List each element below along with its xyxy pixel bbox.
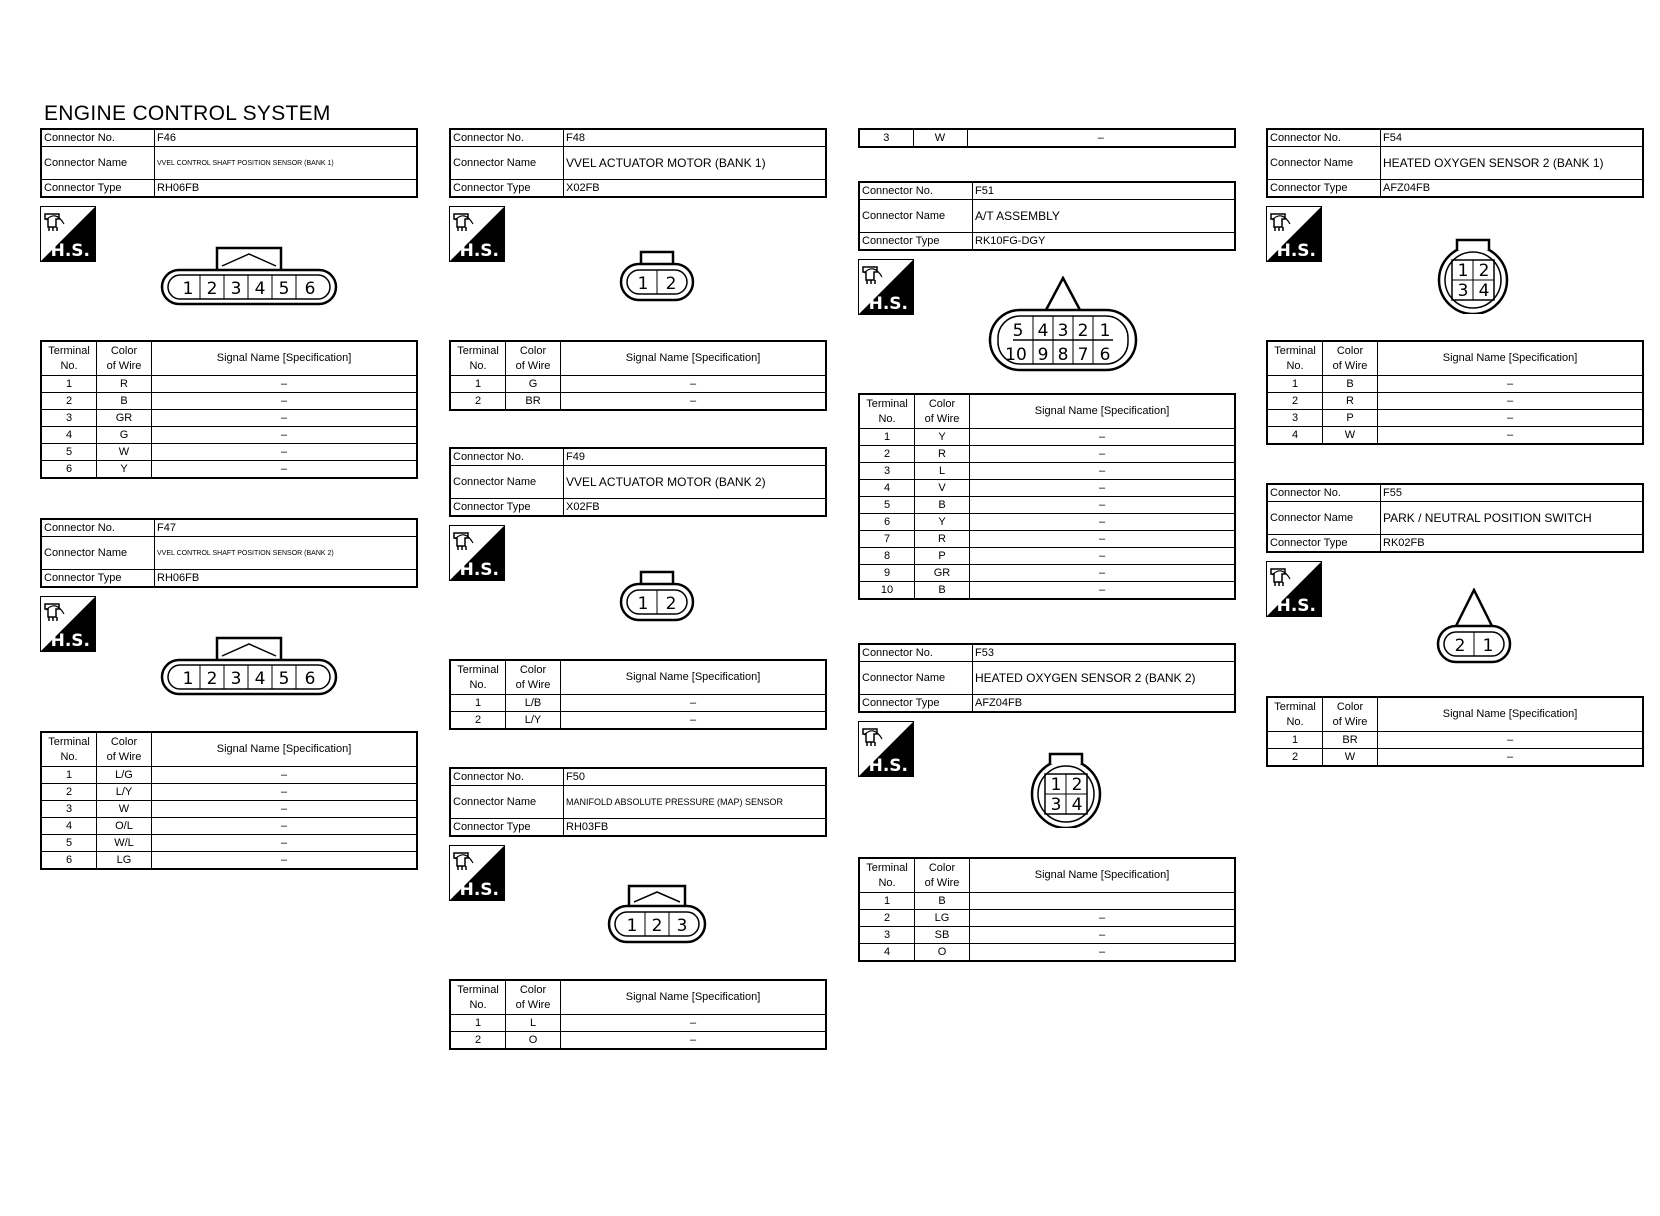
table-row: 1 Y – — [859, 429, 1235, 446]
connector-name-label: Connector Name — [41, 147, 155, 180]
pin-label: 8 — [1057, 345, 1069, 365]
hs-label: H.S. — [1276, 241, 1316, 261]
signal-name-header: Signal Name [Specification] — [1378, 697, 1644, 732]
pin-label: 1 — [1482, 636, 1494, 656]
pin-label: 2 — [651, 916, 663, 936]
pin-label: 3 — [230, 669, 242, 689]
table-row: 5 W/L – — [41, 835, 417, 852]
table-row: 6 LG – — [41, 852, 417, 870]
connector-name-label: Connector Name — [1267, 147, 1381, 180]
connector-f47-info — [40, 518, 418, 588]
table-row: 9 GR – — [859, 565, 1235, 582]
pin-label: 5 — [1012, 321, 1024, 341]
connector-type-label: Connector Type — [41, 180, 155, 198]
table-row: 3 L – — [859, 463, 1235, 480]
connector-f50-terminals-continued — [858, 128, 1236, 148]
connector-f55-info — [1266, 483, 1644, 553]
connector-f53-info — [858, 643, 1236, 713]
pin-label: 2 — [206, 279, 218, 299]
connector-name-label: Connector Name — [450, 147, 564, 180]
connector-no-value: F47 — [155, 519, 418, 537]
connector-type-label: Connector Type — [450, 499, 564, 517]
connector-name-value: VVEL CONTROL SHAFT POSITION SENSOR (BANK 1) — [155, 147, 418, 180]
terminal-table — [858, 128, 1236, 148]
table-row: 6 Y – — [41, 461, 417, 479]
connector-no-label: Connector No. — [859, 644, 973, 662]
pin-label: 2 — [1454, 636, 1466, 656]
connector-type-label: Connector Type — [41, 570, 155, 588]
connector-f54-info — [1266, 128, 1644, 198]
connector-type-label: Connector Type — [1267, 180, 1381, 198]
table-row: 4 G – — [41, 427, 417, 444]
connector-no-value: F46 — [155, 129, 418, 147]
color-of-wire-header: Color of Wire — [506, 660, 561, 695]
connector-type-value: RK02FB — [1381, 535, 1644, 553]
pin-label: 2 — [1478, 261, 1490, 281]
connector-f53-diagram — [1026, 752, 1106, 828]
connector-name-value: A/T ASSEMBLY — [973, 200, 1236, 233]
connector-no-label: Connector No. — [41, 129, 155, 147]
table-row: 2 LG – — [859, 910, 1235, 927]
pin-label: 5 — [278, 279, 290, 299]
table-row: 2 R – — [859, 446, 1235, 463]
connector-type-value: AFZ04FB — [1381, 180, 1644, 198]
signal-name-header: Signal Name [Specification] — [970, 858, 1236, 893]
connector-type-value: X02FB — [564, 180, 827, 198]
pin-label: 1 — [637, 274, 649, 294]
signal-name-header: Signal Name [Specification] — [970, 394, 1236, 429]
terminal-table — [1266, 340, 1644, 445]
color-of-wire-header: Color of Wire — [97, 341, 152, 376]
terminal-no-header: Terminal No. — [1267, 341, 1323, 376]
connector-f46-terminals — [40, 340, 418, 479]
harness-side-icon — [858, 721, 914, 777]
terminal-table — [858, 393, 1236, 600]
color-of-wire-header: Color of Wire — [506, 980, 561, 1015]
hs-label: H.S. — [459, 880, 499, 900]
pin-label: 3 — [676, 916, 688, 936]
pin-label: 2 — [665, 274, 677, 294]
connector-f53-block — [858, 643, 1236, 713]
terminal-no-header: Terminal No. — [41, 341, 97, 376]
pin-label: 4 — [254, 279, 266, 299]
hs-label: H.S. — [1276, 596, 1316, 616]
connector-name-value: HEATED OXYGEN SENSOR 2 (BANK 1) — [1381, 147, 1644, 180]
table-row: 4 O – — [859, 944, 1235, 962]
connector-f49-block — [449, 447, 827, 517]
terminal-table — [40, 340, 418, 479]
pin-label: 6 — [304, 279, 316, 299]
pin-label: 7 — [1077, 345, 1089, 365]
table-row: 7 R – — [859, 531, 1235, 548]
terminal-no-header: Terminal No. — [859, 394, 915, 429]
table-row: 3 W – — [859, 129, 1235, 147]
connector-f48-terminals — [449, 340, 827, 411]
harness-side-icon — [1266, 206, 1322, 262]
connector-f54-diagram — [1433, 238, 1513, 314]
table-row: 1 B – — [1267, 376, 1643, 393]
hs-label: H.S. — [459, 241, 499, 261]
terminal-no-header: Terminal No. — [450, 660, 506, 695]
color-of-wire-header: Color of Wire — [1323, 341, 1378, 376]
connector-f50-terminals — [449, 979, 827, 1050]
connector-f54-block — [1266, 128, 1644, 198]
connector-f46-block — [40, 128, 418, 198]
connector-name-label: Connector Name — [1267, 502, 1381, 535]
connector-no-value: F48 — [564, 129, 827, 147]
hs-label: H.S. — [459, 560, 499, 580]
signal-name-header: Signal Name [Specification] — [152, 341, 418, 376]
hs-label: H.S. — [50, 241, 90, 261]
connector-f50-diagram — [607, 884, 707, 944]
connector-f55-block — [1266, 483, 1644, 553]
table-row: 5 W – — [41, 444, 417, 461]
connector-type-label: Connector Type — [450, 819, 564, 837]
table-row: 10 B – — [859, 582, 1235, 600]
pin-label: 1 — [182, 279, 194, 299]
connector-f51-block — [858, 181, 1236, 251]
connector-no-label: Connector No. — [450, 129, 564, 147]
connector-f48-diagram — [619, 250, 695, 302]
terminal-no-header: Terminal No. — [859, 858, 915, 893]
harness-side-icon — [449, 845, 505, 901]
connector-type-label: Connector Type — [859, 233, 973, 251]
connector-name-label: Connector Name — [859, 200, 973, 233]
connector-f46-diagram — [160, 244, 338, 308]
connector-no-label: Connector No. — [1267, 129, 1381, 147]
table-row: 2 R – — [1267, 393, 1643, 410]
connector-name-value: PARK / NEUTRAL POSITION SWITCH — [1381, 502, 1644, 535]
connector-type-value: AFZ04FB — [973, 695, 1236, 713]
pin-label: 4 — [1071, 795, 1083, 815]
page-title: ENGINE CONTROL SYSTEM — [44, 102, 331, 125]
pin-label: 1 — [182, 669, 194, 689]
connector-f49-diagram — [619, 570, 695, 622]
terminal-table — [40, 731, 418, 870]
table-row: 2 BR – — [450, 393, 826, 411]
connector-f51-info — [858, 181, 1236, 251]
connector-name-value: VVEL ACTUATOR MOTOR (BANK 2) — [564, 466, 827, 499]
connector-no-value: F55 — [1381, 484, 1644, 502]
harness-side-icon — [1266, 561, 1322, 617]
connector-no-value: F51 — [973, 182, 1236, 200]
pin-label: 4 — [254, 669, 266, 689]
connector-f48-block — [449, 128, 827, 198]
pin-label: 3 — [1050, 795, 1062, 815]
color-of-wire-header: Color of Wire — [1323, 697, 1378, 732]
signal-name-header: Signal Name [Specification] — [561, 980, 827, 1015]
pin-label: 1 — [1050, 775, 1062, 795]
signal-name-header: Signal Name [Specification] — [152, 732, 418, 767]
connector-name-label: Connector Name — [450, 466, 564, 499]
table-row: 2 O – — [450, 1032, 826, 1050]
connector-no-value: F50 — [564, 768, 827, 786]
connector-f51-terminals — [858, 393, 1236, 600]
table-row: 1 G – — [450, 376, 826, 393]
pin-label: 2 — [1077, 321, 1089, 341]
pin-label: 5 — [278, 669, 290, 689]
connector-f51-diagram — [988, 276, 1138, 372]
terminal-no-header: Terminal No. — [1267, 697, 1323, 732]
pin-label: 1 — [637, 594, 649, 614]
table-row: 3 GR – — [41, 410, 417, 427]
table-row: 1 B — [859, 893, 1235, 910]
pin-label: 10 — [1005, 345, 1027, 365]
connector-f47-block — [40, 518, 418, 588]
color-of-wire-header: Color of Wire — [97, 732, 152, 767]
pin-label: 2 — [1071, 775, 1083, 795]
color-of-wire-header: Color of Wire — [915, 858, 970, 893]
connector-name-label: Connector Name — [41, 537, 155, 570]
pin-label: 6 — [304, 669, 316, 689]
table-row: 1 BR – — [1267, 732, 1643, 749]
harness-side-icon — [40, 206, 96, 262]
pin-label: 9 — [1037, 345, 1049, 365]
connector-no-label: Connector No. — [41, 519, 155, 537]
connector-type-label: Connector Type — [1267, 535, 1381, 553]
connector-f55-terminals — [1266, 696, 1644, 767]
pin-label: 6 — [1099, 345, 1111, 365]
pin-label: 1 — [626, 916, 638, 936]
table-row: 2 L/Y – — [450, 712, 826, 730]
pin-label: 3 — [1457, 281, 1469, 301]
connector-name-value: VVEL ACTUATOR MOTOR (BANK 1) — [564, 147, 827, 180]
connector-f50-info — [449, 767, 827, 837]
table-row: 4 V – — [859, 480, 1235, 497]
pin-label: 3 — [1057, 321, 1069, 341]
connector-f54-terminals — [1266, 340, 1644, 445]
table-row: 4 O/L – — [41, 818, 417, 835]
table-row: 2 W – — [1267, 749, 1643, 767]
hs-label: H.S. — [868, 756, 908, 776]
connector-no-label: Connector No. — [859, 182, 973, 200]
table-row: 3 SB – — [859, 927, 1235, 944]
signal-name-header: Signal Name [Specification] — [561, 341, 827, 376]
connector-type-value: RK10FG-DGY — [973, 233, 1236, 251]
connector-f49-info — [449, 447, 827, 517]
connector-f49-terminals — [449, 659, 827, 730]
hs-label: H.S. — [868, 294, 908, 314]
connector-name-label: Connector Name — [859, 662, 973, 695]
terminal-no-header: Terminal No. — [41, 732, 97, 767]
harness-side-icon — [858, 259, 914, 315]
terminal-table — [449, 979, 827, 1050]
terminal-no-header: Terminal No. — [450, 980, 506, 1015]
harness-side-icon — [449, 525, 505, 581]
color-of-wire-header: Color of Wire — [506, 341, 561, 376]
connector-name-value: MANIFOLD ABSOLUTE PRESSURE (MAP) SENSOR — [564, 786, 827, 819]
terminal-no-header: Terminal No. — [450, 341, 506, 376]
signal-name-header: Signal Name [Specification] — [561, 660, 827, 695]
connector-no-value: F54 — [1381, 129, 1644, 147]
pin-label: 4 — [1478, 281, 1490, 301]
pin-label: 2 — [206, 669, 218, 689]
table-row: 2 B – — [41, 393, 417, 410]
connector-type-value: RH03FB — [564, 819, 827, 837]
table-row: 1 L/B – — [450, 695, 826, 712]
pin-label: 1 — [1457, 261, 1469, 281]
connector-f53-terminals — [858, 857, 1236, 962]
pin-label: 3 — [230, 279, 242, 299]
connector-name-value: HEATED OXYGEN SENSOR 2 (BANK 2) — [973, 662, 1236, 695]
table-row: 1 L – — [450, 1015, 826, 1032]
signal-name-header: Signal Name [Specification] — [1378, 341, 1644, 376]
connector-no-label: Connector No. — [450, 768, 564, 786]
table-row: 8 P – — [859, 548, 1235, 565]
connector-name-label: Connector Name — [450, 786, 564, 819]
connector-type-value: RH06FB — [155, 570, 418, 588]
harness-side-icon — [449, 206, 505, 262]
table-row: 1 L/G – — [41, 767, 417, 784]
connector-type-value: RH06FB — [155, 180, 418, 198]
table-row: 3 W – — [41, 801, 417, 818]
connector-f55-diagram — [1436, 588, 1512, 664]
pin-label: 2 — [665, 594, 677, 614]
connector-f50-block — [449, 767, 827, 837]
harness-side-icon — [40, 596, 96, 652]
table-row: 3 P – — [1267, 410, 1643, 427]
connector-f47-diagram — [160, 634, 338, 698]
connector-f47-terminals — [40, 731, 418, 870]
table-row: 2 L/Y – — [41, 784, 417, 801]
terminal-table — [1266, 696, 1644, 767]
pin-label: 1 — [1099, 321, 1111, 341]
connector-type-value: X02FB — [564, 499, 827, 517]
table-row: 4 W – — [1267, 427, 1643, 445]
terminal-table — [858, 857, 1236, 962]
hs-label: H.S. — [50, 631, 90, 651]
connector-type-label: Connector Type — [859, 695, 973, 713]
connector-type-label: Connector Type — [450, 180, 564, 198]
connector-no-label: Connector No. — [1267, 484, 1381, 502]
connector-f48-info — [449, 128, 827, 198]
connector-no-value: F53 — [973, 644, 1236, 662]
terminal-table — [449, 659, 827, 730]
table-row: 6 Y – — [859, 514, 1235, 531]
pin-label: 4 — [1037, 321, 1049, 341]
table-row: 1 R – — [41, 376, 417, 393]
connector-no-label: Connector No. — [450, 448, 564, 466]
connector-f46-info — [40, 128, 418, 198]
terminal-table — [449, 340, 827, 411]
color-of-wire-header: Color of Wire — [915, 394, 970, 429]
table-row: 5 B – — [859, 497, 1235, 514]
connector-name-value: VVEL CONTROL SHAFT POSITION SENSOR (BANK 2) — [155, 537, 418, 570]
connector-no-value: F49 — [564, 448, 827, 466]
